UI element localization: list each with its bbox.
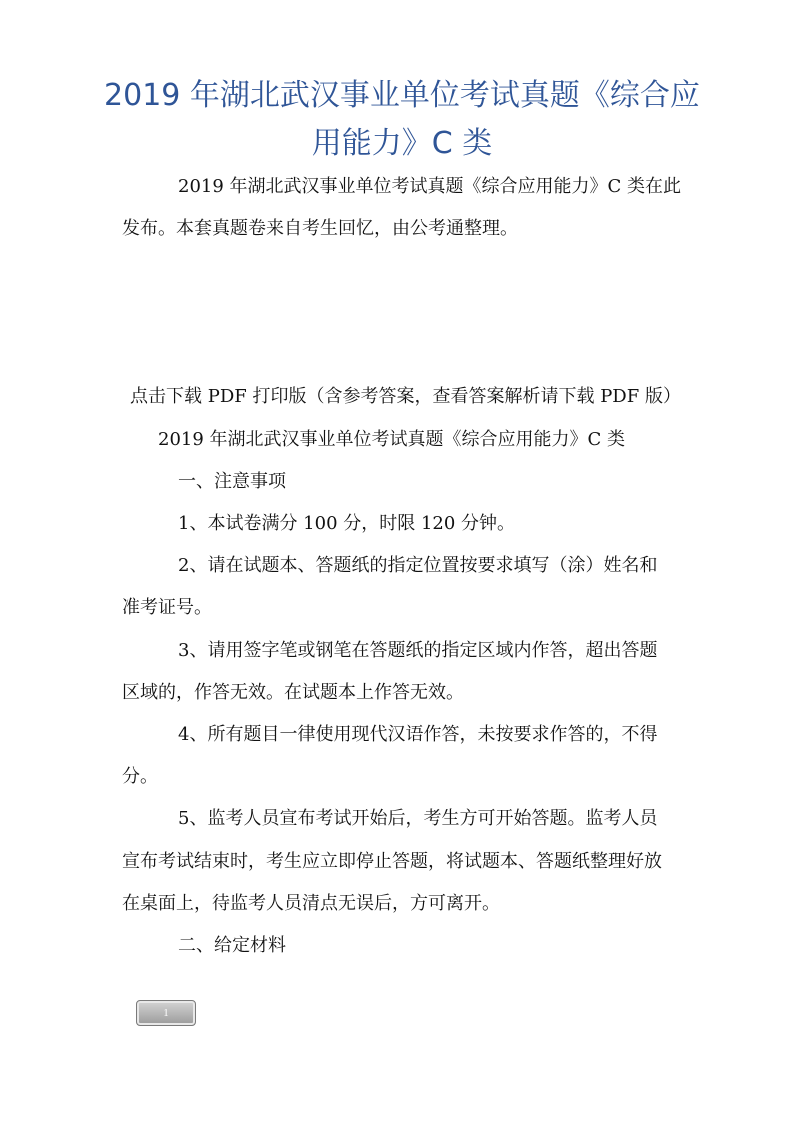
notice-item-5-line-3: 在桌面上，待监考人员清点无误后，方可离开。 xyxy=(122,893,500,914)
notice-item-3-line-2: 区域的，作答无效。在试题本上作答无效。 xyxy=(122,682,464,703)
document-title xyxy=(100,72,704,168)
section2-heading: 二、给定材料 xyxy=(178,935,286,956)
exam-title: 2019 年湖北武汉事业单位考试真题《综合应用能力》C 类 xyxy=(158,429,626,450)
notice-item-2-line-1: 2、请在试题本、答题纸的指定位置按要求填写（涂）姓名和 xyxy=(178,555,658,576)
notice-item-4-line-1: 4、所有题目一律使用现代汉语作答，未按要求作答的，不得 xyxy=(178,724,658,745)
notice-item-4-line-2: 分。 xyxy=(122,766,158,787)
notice-item-1: 1、本试卷满分 100 分，时限 120 分钟。 xyxy=(178,513,516,534)
notice-item-5-line-2: 宣布考试结束时，考生应立即停止答题，将试题本、答题纸整理好放 xyxy=(122,851,662,872)
intro-line-1: 2019 年湖北武汉事业单位考试真题《综合应用能力》C 类在此 xyxy=(178,176,682,197)
page-number: 1 xyxy=(163,1007,169,1019)
intro-line-2: 发布。本套真题卷来自考生回忆，由公考通整理。 xyxy=(122,218,518,239)
section1-heading: 一、注意事项 xyxy=(178,471,286,492)
title-line-2: 用能力》C 类 xyxy=(311,126,493,161)
notice-item-2-line-2: 准考证号。 xyxy=(122,597,212,618)
download-note: 点击下载 PDF 打印版（含参考答案，查看答案解析请下载 PDF 版） xyxy=(130,386,681,407)
notice-item-3-line-1: 3、请用签字笔或钢笔在答题纸的指定区域内作答，超出答题 xyxy=(178,640,658,661)
notice-item-5-line-1: 5、监考人员宣布考试开始后，考生方可开始答题。监考人员 xyxy=(178,808,658,829)
title-line-1: 2019 年湖北武汉事业单位考试真题《综合应 xyxy=(104,78,700,113)
page-number-badge xyxy=(136,1000,196,1026)
